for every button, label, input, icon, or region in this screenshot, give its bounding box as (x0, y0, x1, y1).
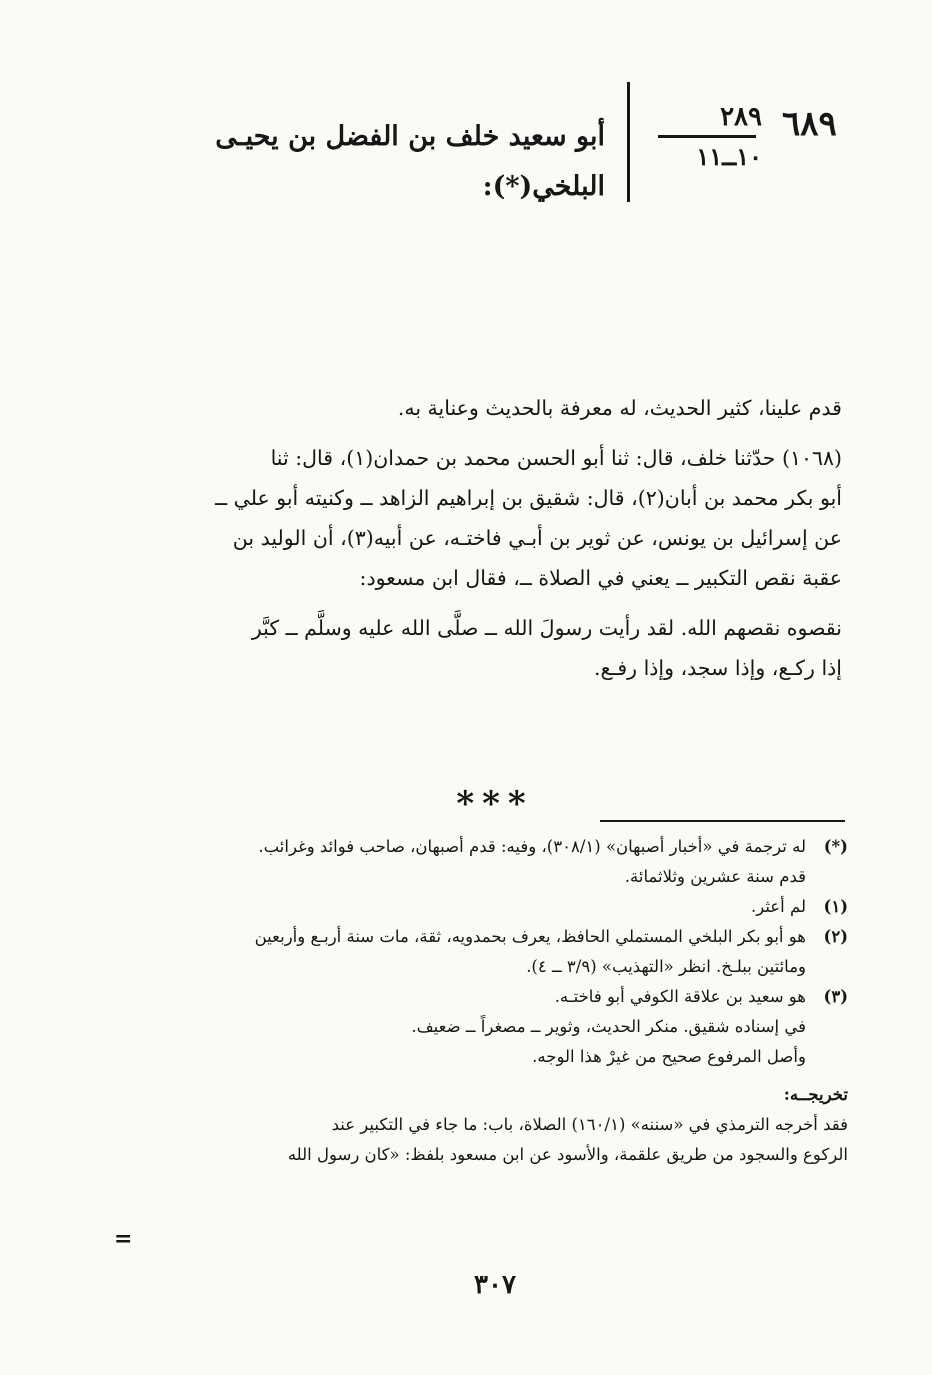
footnote-line: له ترجمة في «أخبار أصبهان» (٣٠٨/١)، وفيه: قدم أصبهان، صاحب فوائد وغرائب. (258, 837, 806, 856)
takhrij-line-2: الركوع والسجود من طريق علقمة، والأسود عن ابن مسعود بلفظ: «كان رسول الله (287, 1145, 848, 1164)
footnote-marker: (٢) (823, 927, 848, 946)
main-text (142, 388, 842, 688)
fraction-numerator: ٢٨٩ (720, 102, 762, 132)
entry-number: ٦٨٩ (782, 104, 837, 144)
footnote-line: وأصل المرفوع صحيح من غيرْ هذا الوجه. (532, 1047, 806, 1066)
body-line-5: عقبة نقص التكبير ــ يعني في الصلاة ــ، فقال ابن مسعود: (359, 566, 842, 590)
entry-title-line-1: أبو سعيد خلف بن الفضل بن يحيـى (215, 121, 605, 152)
footnotes (140, 832, 848, 1170)
body-line-7: إذا ركـع، وإذا سجد، وإذا رفـع. (593, 656, 842, 680)
body-line-3: أبو بكر محمد بن أبان(٢)، قال: شقيق بن إبراهيم الزاهد ــ وكنيته أبو علي ــ (215, 486, 842, 510)
body-line-1: قدم علينا، كثير الحديث، له معرفة بالحديث وعناية به. (397, 396, 842, 420)
footnote-2 (140, 922, 848, 982)
takhrij-line-1: فقد أخرجه الترمذي في «سننه» (١٦٠/١) الصلاة، باب: ما جاء في التكبير عند (331, 1115, 848, 1134)
section-separator: *** (456, 784, 534, 824)
body-line-2: (١٠٦٨) حدّثنا خلف، قال: ثنا أبو الحسن محمد بن حمدان(١)، قال: ثنا (270, 446, 842, 470)
footnote-marker: (٣) (823, 987, 848, 1006)
footnote-line: لم أعثر. (750, 897, 806, 916)
continuation-mark: = (114, 1226, 133, 1252)
header-vertical-rule (627, 82, 630, 202)
entry-title-line-2: البلخي(*): (482, 171, 605, 202)
footnote-line: ومائتين ببلـخ. انظر «التهذيب» (٣/٩ ــ ٤). (526, 957, 806, 976)
fraction-bar (658, 135, 756, 138)
footnote-1 (140, 892, 848, 922)
footnote-3 (140, 982, 848, 1072)
footnote-line: في إسناده شقيق. منكر الحديث، وثوير ــ مصغراً ــ ضعيف. (411, 1017, 806, 1036)
footnote-rule (600, 820, 845, 822)
footnote-marker: (١) (823, 897, 848, 916)
footnote-line: هو أبو بكر البلخي المستملي الحافظ، يعرف بحمدويه، ثقة، مات سنة أربـع وأربعين (254, 927, 806, 946)
page-number: ٣٠٧ (474, 1270, 516, 1300)
footnote-star (140, 832, 848, 892)
footnote-marker: (*) (823, 837, 848, 856)
hijri-fraction (652, 100, 762, 172)
body-line-6: نقصوه نقصهم الله. لقد رأيت رسولَ الله ــ صلَّى الله عليه وسلَّم ــ كبَّر (251, 616, 842, 640)
footnote-line: قدم سنة عشرين وثلاثمائة. (624, 867, 806, 886)
fraction-denominator: ١٠ــ١١ (696, 142, 762, 171)
takhrij-heading: تخريجــه: (783, 1085, 848, 1104)
footnote-line: هو سعيد بن علاقة الكوفي أبو فاختـه. (554, 987, 806, 1006)
entry-title (200, 112, 605, 212)
body-line-4: عن إسرائيل بن يونس، عن ثوير بن أبـي فاختـه، عن أبيه(٣)، أن الوليد بن (232, 526, 842, 550)
